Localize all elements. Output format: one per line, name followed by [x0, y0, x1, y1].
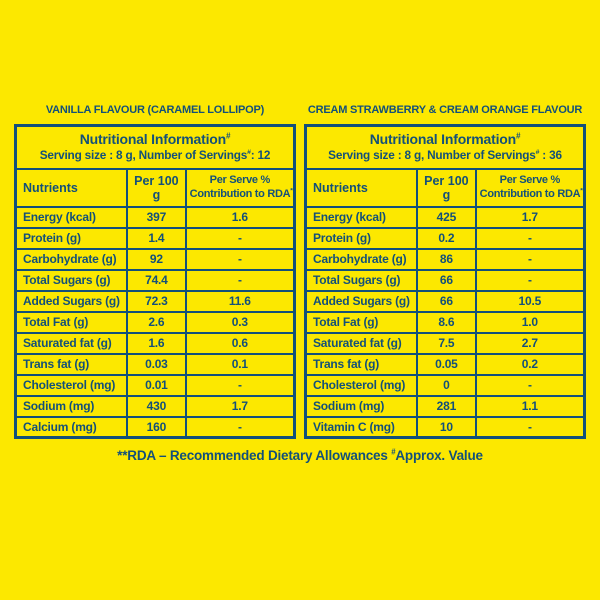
- table-title-text: Nutritional Information: [369, 131, 516, 147]
- rda-value-cell: 0.1: [186, 354, 295, 375]
- table-row: [306, 417, 585, 438]
- table-row: [306, 207, 585, 228]
- table-row: [16, 249, 295, 270]
- per-100g-value-cell: 74.4: [127, 270, 186, 291]
- rda-value-cell: 0.3: [186, 312, 295, 333]
- rda-footnote-suffix: Approx. Value: [395, 448, 483, 464]
- rda-value-cell: 0.2: [476, 354, 585, 375]
- rda-value-cell: 10.5: [476, 291, 585, 312]
- serving-info-count: : 12: [250, 148, 271, 163]
- col-header-per-100g: Per 100 g: [127, 169, 186, 207]
- serving-info: [309, 148, 581, 163]
- table-header-vanilla: [16, 126, 295, 169]
- rda-value-cell: -: [476, 375, 585, 396]
- rda-footnote: [0, 448, 600, 463]
- col-header-rda-line2: Contribution to RDA: [479, 187, 581, 200]
- per-100g-value-cell: 160: [127, 417, 186, 438]
- nutrient-name-cell: Sodium (mg): [306, 396, 418, 417]
- nutrient-name-cell: Trans fat (g): [306, 354, 418, 375]
- nutrient-name-cell: Cholesterol (mg): [16, 375, 128, 396]
- rda-value-cell: -: [186, 228, 295, 249]
- nutrient-name-cell: Carbohydrate (g): [16, 249, 128, 270]
- per-100g-value-cell: 0.05: [417, 354, 476, 375]
- table-row: [16, 417, 295, 438]
- col-header-rda-sup: **: [580, 186, 585, 194]
- table-row: [16, 396, 295, 417]
- per-100g-value-cell: 1.4: [127, 228, 186, 249]
- rda-value-cell: 1.6: [186, 207, 295, 228]
- per-100g-value-cell: 10: [417, 417, 476, 438]
- nutrient-name-cell: Total Sugars (g): [306, 270, 418, 291]
- table-row: [16, 354, 295, 375]
- serving-info-count: : 36: [539, 148, 562, 163]
- col-header-rda-line2: Contribution to RDA: [189, 187, 291, 200]
- per-100g-value-cell: 281: [417, 396, 476, 417]
- per-100g-value-cell: 0.03: [127, 354, 186, 375]
- col-header-rda: [476, 169, 585, 207]
- per-100g-value-cell: 92: [127, 249, 186, 270]
- per-100g-value-cell: 66: [417, 291, 476, 312]
- table-row: [16, 375, 295, 396]
- per-100g-value-cell: 66: [417, 270, 476, 291]
- col-header-rda: [186, 169, 295, 207]
- table-title-text: Nutritional Information: [79, 131, 226, 147]
- nutrient-name-cell: Trans fat (g): [16, 354, 128, 375]
- table-row: [306, 333, 585, 354]
- table-row: [306, 270, 585, 291]
- table-row: [16, 228, 295, 249]
- rda-value-cell: -: [476, 270, 585, 291]
- nutrition-table-vanilla: [14, 124, 296, 439]
- table-row: [306, 228, 585, 249]
- table-title-sup: #: [225, 131, 231, 141]
- serving-info-sup: #: [535, 149, 540, 157]
- column-header-row: [306, 169, 585, 207]
- nutrient-name-cell: Total Sugars (g): [16, 270, 128, 291]
- per-100g-value-cell: 1.6: [127, 333, 186, 354]
- flavour-block-vanilla: [14, 104, 296, 439]
- per-100g-value-cell: 8.6: [417, 312, 476, 333]
- table-row: [306, 354, 585, 375]
- rda-value-cell: -: [186, 270, 295, 291]
- table-row: [306, 291, 585, 312]
- per-100g-value-cell: 425: [417, 207, 476, 228]
- rda-footnote-text: **RDA – Recommended Dietary Allowances: [117, 448, 392, 464]
- serving-info-text: Serving size : 8 g, Number of Servings: [328, 148, 536, 163]
- table-body-strawberry-orange: [306, 207, 585, 438]
- serving-info-text: Serving size : 8 g, Number of Servings: [39, 148, 248, 163]
- per-100g-value-cell: 7.5: [417, 333, 476, 354]
- flavour-title-vanilla: VANILLA FLAVOUR (CARAMEL LOLLIPOP): [45, 104, 265, 116]
- nutrient-name-cell: Calcium (mg): [16, 417, 128, 438]
- table-row: [306, 249, 585, 270]
- table-row: [16, 333, 295, 354]
- flavour-block-strawberry-orange: [304, 104, 586, 439]
- rda-value-cell: 1.7: [476, 207, 585, 228]
- col-header-rda-line1: Per Serve %: [209, 173, 270, 186]
- col-header-rda-sup: **: [290, 186, 295, 194]
- per-100g-value-cell: 397: [127, 207, 186, 228]
- rda-value-cell: 0.6: [186, 333, 295, 354]
- rda-value-cell: -: [476, 228, 585, 249]
- col-header-nutrients: Nutrients: [16, 169, 128, 207]
- rda-value-cell: 1.7: [186, 396, 295, 417]
- serving-info-sup: #: [247, 149, 251, 157]
- nutrient-name-cell: Added Sugars (g): [16, 291, 128, 312]
- table-title: [19, 130, 291, 148]
- nutrient-name-cell: Vitamin C (mg): [306, 417, 418, 438]
- rda-value-cell: -: [186, 249, 295, 270]
- rda-value-cell: 2.7: [476, 333, 585, 354]
- nutrition-table-strawberry-orange: [304, 124, 586, 439]
- per-100g-value-cell: 0.2: [417, 228, 476, 249]
- rda-value-cell: -: [476, 249, 585, 270]
- rda-value-cell: 11.6: [186, 291, 295, 312]
- rda-value-cell: -: [186, 375, 295, 396]
- per-100g-value-cell: 72.3: [127, 291, 186, 312]
- nutrient-name-cell: Energy (kcal): [306, 207, 418, 228]
- table-header-strawberry-orange: [306, 126, 585, 169]
- table-row: [16, 207, 295, 228]
- rda-value-cell: -: [476, 417, 585, 438]
- nutrient-name-cell: Protein (g): [16, 228, 128, 249]
- rda-value-cell: -: [186, 417, 295, 438]
- table-row: [306, 312, 585, 333]
- table-title-sup: #: [515, 131, 521, 141]
- col-header-per-100g: Per 100 g: [417, 169, 476, 207]
- per-100g-value-cell: 2.6: [127, 312, 186, 333]
- nutrient-name-cell: Protein (g): [306, 228, 418, 249]
- nutrient-name-cell: Energy (kcal): [16, 207, 128, 228]
- table-row: [306, 396, 585, 417]
- nutrient-name-cell: Cholesterol (mg): [306, 375, 418, 396]
- per-100g-value-cell: 0: [417, 375, 476, 396]
- nutrient-name-cell: Sodium (mg): [16, 396, 128, 417]
- nutrient-name-cell: Total Fat (g): [16, 312, 128, 333]
- table-title: [309, 130, 581, 148]
- rda-value-cell: 1.1: [476, 396, 585, 417]
- table-body-vanilla: [16, 207, 295, 438]
- table-row: [16, 270, 295, 291]
- col-header-nutrients: Nutrients: [306, 169, 418, 207]
- table-row: [16, 312, 295, 333]
- col-header-rda-line1: Per Serve %: [499, 173, 560, 186]
- tables-row: [0, 104, 600, 439]
- per-100g-value-cell: 0.01: [127, 375, 186, 396]
- table-row: [16, 291, 295, 312]
- nutrient-name-cell: Total Fat (g): [306, 312, 418, 333]
- nutrient-name-cell: Added Sugars (g): [306, 291, 418, 312]
- flavour-title-strawberry-orange: CREAM STRAWBERRY & CREAM ORANGE FLAVOUR: [307, 104, 583, 116]
- serving-info: [19, 148, 291, 163]
- rda-footnote-sup: #: [391, 447, 396, 457]
- per-100g-value-cell: 86: [417, 249, 476, 270]
- table-row: [306, 375, 585, 396]
- rda-value-cell: 1.0: [476, 312, 585, 333]
- per-100g-value-cell: 430: [127, 396, 186, 417]
- nutrient-name-cell: Saturated fat (g): [16, 333, 128, 354]
- nutrient-name-cell: Carbohydrate (g): [306, 249, 418, 270]
- nutrient-name-cell: Saturated fat (g): [306, 333, 418, 354]
- column-header-row: [16, 169, 295, 207]
